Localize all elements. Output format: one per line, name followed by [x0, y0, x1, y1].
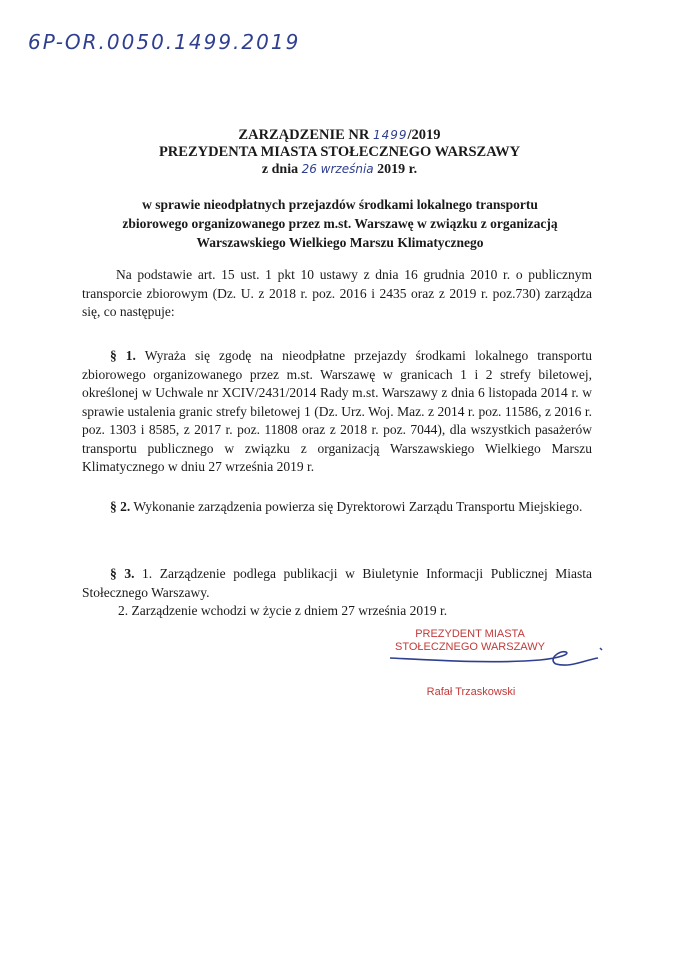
section-3-label: § 3.: [110, 566, 135, 581]
handwritten-reference-number: 6P-OR.0050.1499.2019: [28, 30, 301, 54]
date-handwritten: 26 września: [301, 162, 374, 176]
official-stamp: [390, 628, 550, 654]
stamp-line-1: PREZYDENT MIASTA: [415, 628, 525, 640]
document-issuer: PREZYDENTA MIASTA STOŁECZNEGO WARSZAWY: [158, 144, 521, 160]
title-suffix: /2019: [407, 127, 441, 143]
section-3: [82, 565, 592, 602]
date-suffix: 2019 r.: [373, 162, 418, 177]
document-subject: w sprawie nieodpłatnych przejazdów środkami lokalnego transportu zbiorowego organizowanego przez m.st. Warszawę w związku z organizacją Warszawskiego Wielkiego Marszu Klimatycznego: [122, 197, 558, 250]
signatory-name: Rafał Trzaskowski: [426, 686, 516, 698]
section-2-text: Wykonanie zarządzenia powierza się Dyrektorowi Zarządu Transportu Miejskiego.: [130, 499, 583, 514]
section-1-label: § 1.: [110, 348, 136, 363]
document-title: [0, 127, 679, 144]
stamp-line-2: STOŁECZNEGO WARSZAWY: [395, 641, 545, 653]
section-2: [82, 498, 592, 517]
section-3-text: 1. Zarządzenie podlega publikacji w Biuletynie Informacji Publicznej Miasta Stołecznego Warszawy.: [82, 566, 593, 600]
title-prefix: ZARZĄDZENIE NR: [238, 127, 373, 143]
section-1-text: Wyraża się zgodę na nieodpłatne przejazdy środkami lokalnego transportu zbiorowego organizowanego przez m.st. Warszawę w granicach 1 i 2 strefy biletowej, określonej w Uchwale nr XCIV/2431/2014 Rady m.st. Warszawy z dnia 6 listopada 2014 r. w sprawie ustalenia granic strefy biletowej 1 (Dz. Urz. Woj. Maz. z 2014 r. poz. 11586, z 2016 r. poz. 1303 i 8585, z 2017 r. poz. 11808 oraz z 2018 r. poz. 7044), dla wszystkich pasażerów transportu publicznego w związku z organizacją Warszawskiego Wielkiego Marszu Klimatycznego w dniu 27 września 2019 r.: [82, 348, 592, 474]
date-prefix: z dnia: [261, 162, 302, 177]
section-2-label: § 2.: [110, 499, 131, 514]
document-date: [0, 162, 679, 178]
section-3-item-2: 2. Zarządzenie wchodzi w życie z dniem 27 września 2019 r.: [118, 603, 448, 618]
intro-paragraph: [82, 266, 592, 322]
intro-text: Na podstawie art. 15 ust. 1 pkt 10 ustawy z dnia 16 grudnia 2010 r. o publicznym transporcie zbiorowym (Dz. U. z 2018 r. poz. 2016 i 2435 oraz z 2019 r. poz.730) zarządza się, co następuje:: [82, 267, 592, 319]
title-number: 1499: [372, 128, 408, 142]
section-1: [82, 347, 592, 477]
